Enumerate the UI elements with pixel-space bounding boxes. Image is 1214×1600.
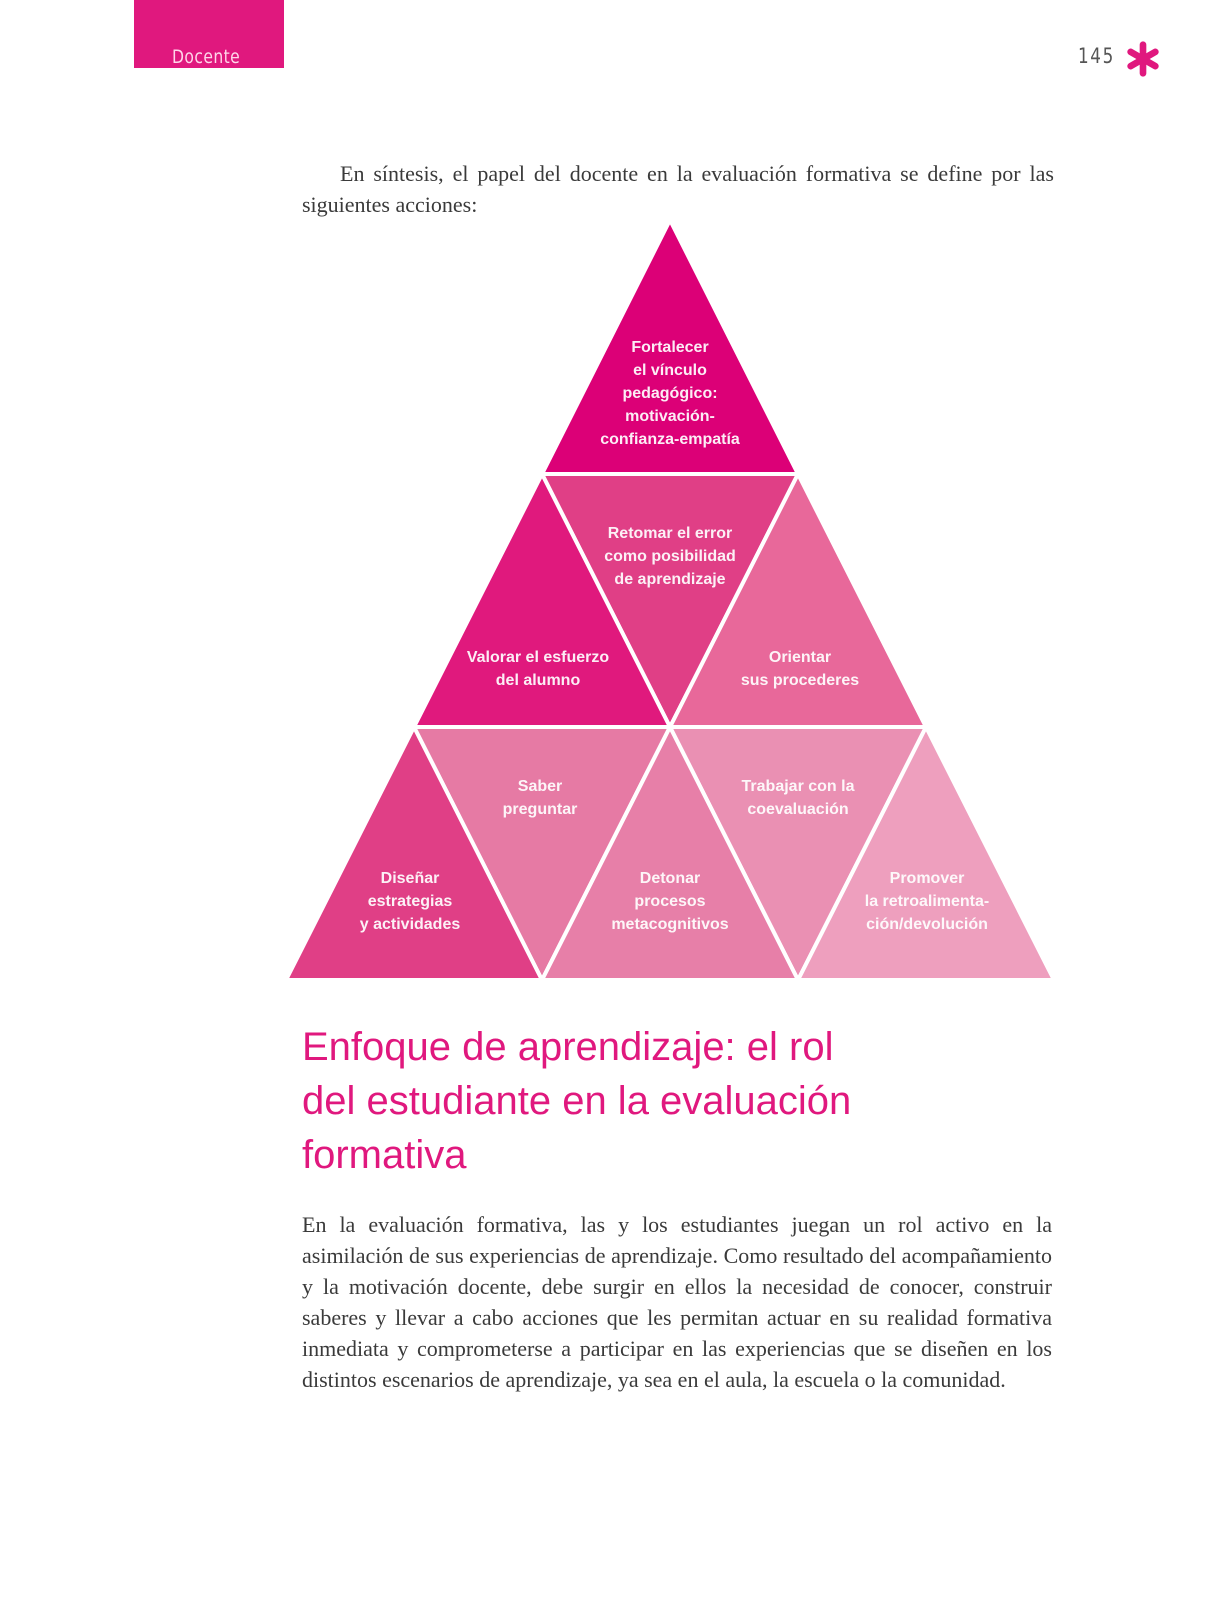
section-heading: Enfoque de aprendizaje: el rol del estudiante en la evaluación formativa: [302, 1025, 852, 1177]
pyramid-label-middle-up: Retomar el error como posibilidad de aprendizaje: [604, 525, 736, 588]
pyramid-label-top: Fortalecer el vínculo pedagógico: motivación- confianza-empatía: [600, 339, 740, 448]
section-label: Docente: [172, 46, 241, 68]
asterisk-icon: [1124, 40, 1162, 78]
body-paragraph: En la evaluación formativa, las y los estudiantes juegan un rol activo en la asimilación de sus experiencias de aprendizaje. Como resultado del acompañamiento y la motivación docente, debe surgir en ellos la necesidad de conocer, construir saberes y llevar a cabo acciones que les permitan actuar en su realidad formativa inmediata y comprometerse a participar en las experiencias que se diseñen en los distintos escenarios de aprendizaje, ya sea en el aula, la escuela o la comunidad.: [302, 1212, 1052, 1392]
pyramid-label-bottom-middle: Detonar procesos metacognitivos: [611, 870, 729, 933]
pyramid-label-middle-right: Orientar sus procederes: [740, 649, 860, 689]
actions-pyramid: [286, 220, 1066, 992]
intro-paragraph: En síntesis, el papel del docente en la evaluación formativa se define por las siguientes acciones:: [302, 161, 1054, 217]
pyramid-label-bottom-down-left: Saber preguntar: [502, 778, 578, 818]
pyramid-label-bottom-down-right: Trabajar con la coevaluación: [741, 778, 855, 818]
section-tab: [134, 0, 284, 68]
page-number: 145: [1078, 44, 1115, 68]
pyramid-label-bottom-right: Promover la retroalimenta- ción/devolución: [864, 870, 990, 933]
pyramid-label-middle-left: Valorar el esfuerzo del alumno: [466, 649, 610, 689]
pyramid-label-bottom-left: Diseñar estrategias y actividades: [359, 870, 461, 933]
